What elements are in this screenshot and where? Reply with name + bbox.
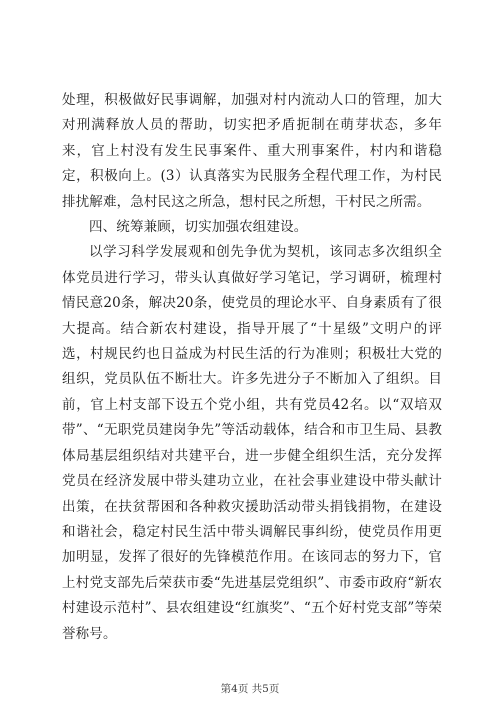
document-body	[62, 88, 442, 647]
paragraph-party-building: 以学习科学发展观和创先争优为契机，该同志多次组织全体党员进行学习，带头认真做好学习笔记，学习调研，梳理村情民意20条，解决20条，使党员的理论水平、自身素质有了很大提高。结合新农村建设，指导开展了“十星级”文明户的评选，村规民约也日益成为村民生活的行为准则；积极壮大党的组织，党员队伍不断壮大。许多先进分子不断加入了组织。目前，官上村支部下设五个党小组，共有党员42名。以“双培双带”、“无职党员建岗争先”等活动载体，结合和市卫生局、县教体局基层组织结对共建平台，进一步健全组织生活，充分发挥党员在经济发展中带头建功立业，在社会事业建设中带头献计出策，在扶贫帮困和各种救灾援助活动带头捐钱捐物，在建设和谐社会，稳定村民生活中带头调解民事纠纷，使党员作用更加明显，发挥了很好的先锋模范作用。在该同志的努力下，官上村党支部先后荣获市委“先进基层党组织”、市委市政府“新农村建设示范村”、县农组建设“红旗奖”、“五个好村党支部”等荣誉称号。	[62, 244, 442, 642]
page-number-footer: 第4页 共5页	[220, 683, 280, 695]
paragraph-continuation: 处理，积极做好民事调解，加强对村内流动人口的管理，加大对刑满释放人员的帮助，切实把矛盾扼制在萌芽状态，多年来，官上村没有发生民事案件、重大刑事案件，村内和谐稳定，积极向上。(3）认真落实为民服务全程代理工作，为村民排扰解难，急村民这之所急，想村民之所想，干村民之所需。	[62, 92, 442, 210]
section-heading: 四、统筹兼顾，切实加强农组建设。	[89, 219, 308, 236]
